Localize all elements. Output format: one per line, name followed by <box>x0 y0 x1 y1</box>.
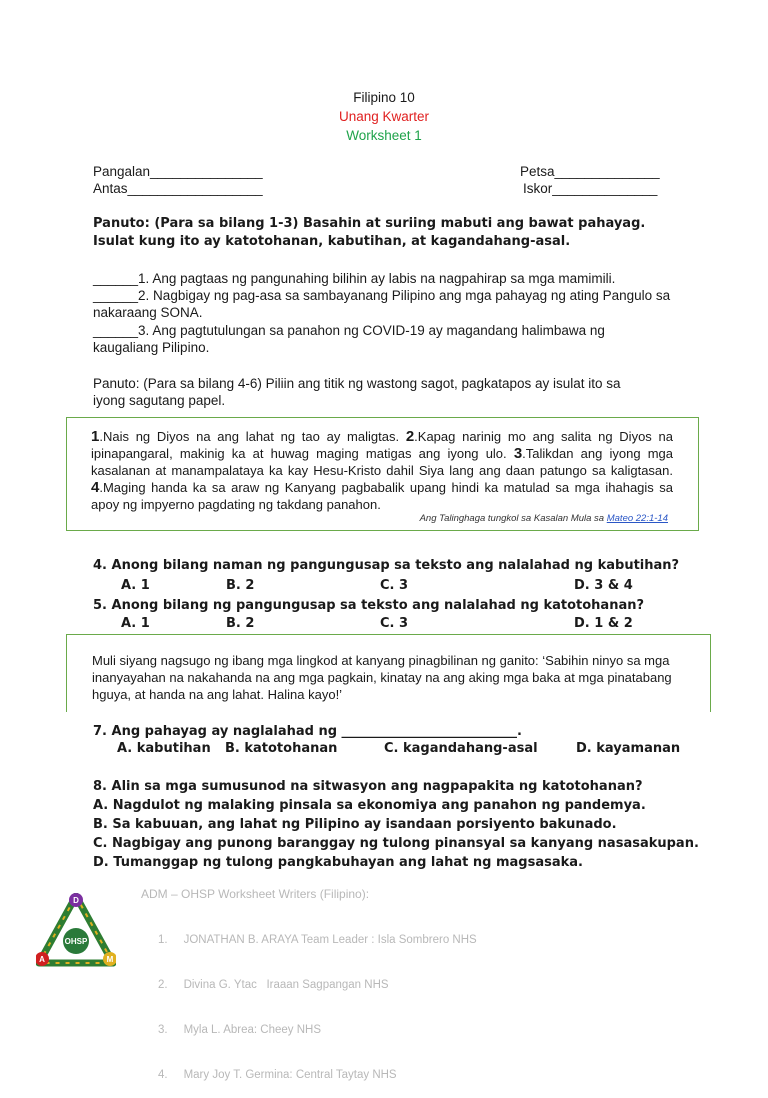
adm-ohsp-logo <box>36 893 116 968</box>
q8-option-c[interactable]: C. Nagbigay ang punong baranggay ng tulong pinansyal sa kanyang nasasakupan. <box>93 836 699 851</box>
q5-option-a[interactable]: A. 1 <box>121 616 150 631</box>
statements-list <box>93 270 673 356</box>
passage-1-text <box>91 428 673 513</box>
name-field[interactable]: Pangalan_______________ <box>93 164 263 179</box>
sentence-number-4: 4 <box>91 479 100 496</box>
grade-level-field[interactable]: Antas__________________ <box>93 181 263 196</box>
logo-letter-m: M <box>106 955 114 964</box>
q4-option-b[interactable]: B. 2 <box>226 578 255 593</box>
sentence-2: .Kapag narinig mo ang salita ng Diyos na ipinapangaral, makinig ka at huwag maging matigas ang iyong ulo. <box>91 429 673 461</box>
passage-1-citation <box>420 513 668 524</box>
question-5: 5. Anong bilang ng pangungusap sa teksto ang nalalahad ng katotohanan? <box>93 598 645 613</box>
instruction-2: Panuto: (Para sa bilang 4-6) Piliin ang titik ng wastong sagot, pagkatapos ay isulat ito sa iyong sagutang papel. <box>93 376 621 408</box>
footer-writers-list <box>158 903 477 1098</box>
question-7: 7. Ang pahayag ay naglalahad ng ___________________________. <box>93 724 522 739</box>
passage-box-2 <box>66 634 711 712</box>
q5-option-b[interactable]: B. 2 <box>226 616 255 631</box>
q4-option-c[interactable]: C. 3 <box>380 578 409 593</box>
q7-option-b[interactable]: B. katotohanan <box>225 741 338 756</box>
statement-3: ______3. Ang pagtutulungan sa panahon ng COVID-19 ay magandang halimbawa ng kaugaliang Pilipino. <box>93 323 605 355</box>
citation-link[interactable]: Mateo 22:1-14 <box>606 513 668 524</box>
writer-1: 1. JONATHAN B. ARAYA Team Leader : Isla Sombrero NHS <box>158 934 477 946</box>
writer-4: 4. Mary Joy T. Germina: Central Taytay NHS <box>158 1069 397 1081</box>
logo-letter-d: D <box>73 896 79 905</box>
passage-box-1 <box>66 417 699 531</box>
q4-option-d[interactable]: D. 3 & 4 <box>574 578 633 593</box>
q8-option-b[interactable]: B. Sa kabuuan, ang lahat ng Pilipino ay isandaan porsiyento bakunado. <box>93 817 617 832</box>
q5-option-d[interactable]: D. 1 & 2 <box>574 616 633 631</box>
sentence-3: .Talikdan ang iyong mga kasalanan at manampalataya ka kay Hesu-Kristo dahil Siya lang ang daan patungo sa kaligtasan. <box>91 446 673 478</box>
date-field[interactable]: Petsa______________ <box>520 164 660 179</box>
instruction-1: Panuto: (Para sa bilang 1-3) Basahin at suriing mabuti ang bawat pahayag. Isulat kung ito ay katotohanan, kabutihan, at kagandahang-asal. <box>93 216 646 249</box>
question-4: 4. Anong bilang naman ng pangungusap sa teksto ang nalalahad ng kabutihan? <box>93 558 680 573</box>
worksheet-number: Worksheet 1 <box>346 128 422 143</box>
sentence-number-2: 2 <box>405 428 415 445</box>
q5-option-c[interactable]: C. 3 <box>380 616 409 631</box>
logo-letter-a: A <box>39 955 45 964</box>
worksheet-subject: Filipino 10 <box>353 90 415 105</box>
q7-option-a[interactable]: A. kabutihan <box>117 741 211 756</box>
writer-3: 3. Myla L. Abrea: Cheey NHS <box>158 1024 321 1036</box>
statement-2: ______2. Nagbigay ng pag-asa sa sambayanang Pilipino ang mga pahayag ng ating Pangulo sa nakaraang SONA. <box>93 288 671 320</box>
citation-text: Ang Talinghaga tungkol sa Kasalan Mula sa <box>419 513 607 524</box>
question-8-block <box>93 777 713 872</box>
passage-2-text: Muli siyang nagsugo ng ibang mga lingkod at kanyang pinagbilinan ng ganito: ‘Sabihin ninyo sa mga inanyayahan na nakahanda na ang mga pagkain, kinatay na ang aking mga baka at mga pinatabang hguya, at handa na ang lahat. Halina kayo!’ <box>92 653 672 702</box>
sentence-1: .Nais ng Diyos na ang lahat ng tao ay maligtas. <box>99 429 406 444</box>
q7-option-c[interactable]: C. kagandahang-asal <box>384 741 538 756</box>
q8-option-d[interactable]: D. Tumanggap ng tulong pangkabuhayan ang lahat ng magsasaka. <box>93 855 583 870</box>
sentence-4: .Maging handa ka sa araw ng Kanyang pagbabalik upang hindi ka matulad sa mga ihahagis sa apoy ng impyerno pagdating ng takdang panahon. <box>91 480 673 512</box>
q8-option-a[interactable]: A. Nagdulot ng malaking pinsala sa ekonomiya ang panahon ng pandemya. <box>93 798 646 813</box>
q4-option-a[interactable]: A. 1 <box>121 578 150 593</box>
logo-center-text: OHSP <box>64 937 88 946</box>
score-field[interactable]: Iskor______________ <box>523 181 658 196</box>
sentence-number-1: 1 <box>91 428 100 445</box>
logo-triangle-icon <box>36 893 116 968</box>
statement-1: ______1. Ang pagtaas ng pangunahing bilihin ay labis na nagpahirap sa mga mamimili. <box>93 271 616 286</box>
question-8: 8. Alin sa mga sumusunod na sitwasyon ang nagpapakita ng katotohanan? <box>93 779 643 794</box>
writer-2: 2. Divina G. Ytac Iraaan Sagpangan NHS <box>158 979 389 991</box>
sentence-number-3: 3 <box>513 445 523 462</box>
footer-title: ADM – OHSP Worksheet Writers (Filipino): <box>141 887 370 901</box>
q7-option-d[interactable]: D. kayamanan <box>576 741 681 756</box>
worksheet-quarter: Unang Kwarter <box>338 109 430 124</box>
